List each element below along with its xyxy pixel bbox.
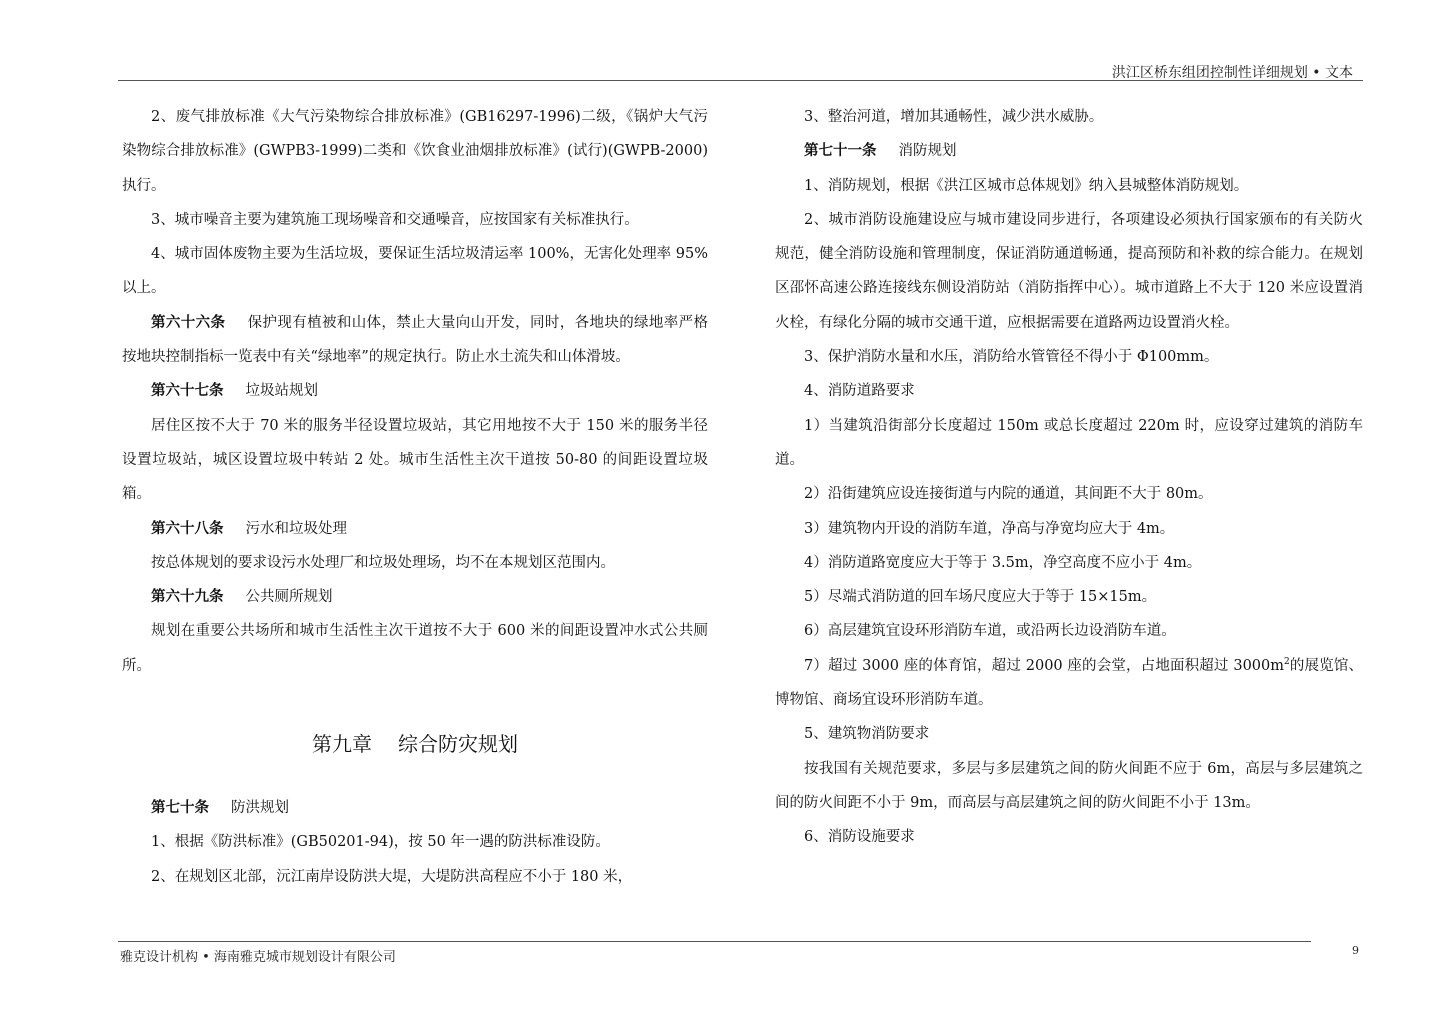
article-70-text: 防洪规划	[231, 800, 289, 817]
paragraph-garbage-stations: 居住区按不大于 70 米的服务半径设置垃圾站，其它用地按不大于 150 米的服务半径设置垃圾站，城区设置垃圾中转站 2 处。城市生活性主次干道按 50-80 的间距设置垃圾箱。	[122, 417, 708, 503]
chapter-number: 第九章	[312, 732, 372, 757]
article-70	[122, 791, 708, 825]
paragraph-river-regulation: 3、整治河道，增加其通畅性，减少洪水威胁。	[804, 109, 1104, 125]
superscript-squared: 2	[1284, 656, 1290, 667]
article-71-text: 消防规划	[898, 143, 957, 160]
paragraph-fire-road-heading: 4、消防道路要求	[804, 383, 915, 400]
fire-road-item-5: 5）尽端式消防道的回车场尺度应大于等于 15×15m。	[804, 589, 1157, 606]
right-column	[775, 100, 1363, 855]
fire-road-item-4: 4）消防道路宽度应大于等于 3.5m，净空高度不应小于 4m。	[804, 554, 1202, 571]
article-66-title: 第六十六条	[151, 313, 226, 331]
article-68-title: 第六十八条	[151, 519, 224, 537]
paragraph-flood-levee: 2、在规划区北部，沅江南岸设防洪大堤，大堤防洪高程应不小于 180 米，	[151, 868, 633, 885]
paragraph-building-fire-spacing: 按我国有关规范要求，多层与多层建筑之间的防火间距不应于 6m，高层与多层建筑之间的防火间距不小于 9m，而高层与高层建筑之间的防火间距不小于 13m。	[775, 760, 1363, 811]
fire-road-item-7-part-a: 7）超过 3000 座的体育馆，超过 2000 座的会堂，占地面积超过 3000m	[804, 657, 1284, 674]
fire-road-item-1: 1）当建筑沿街部分长度超过 150m 或总长度超过 220m 时，应设穿过建筑的消防车道。	[775, 417, 1363, 468]
paragraph-noise: 3、城市噪音主要为建筑施工现场噪音和交通噪音，应按国家有关标准执行。	[151, 211, 639, 228]
article-67	[122, 374, 708, 408]
paragraph-exhaust-standard: 2、废气排放标准《大气污染物综合排放标准》(GB16297-1996)二级，《锅炉大气污染物综合排放标准》(GWPB3-1999)二类和《饮食业油烟排放标准》(试行)(GWPB-2000)执行。	[122, 109, 708, 194]
document-header-title: 洪江区桥东组团控制性详细规划 • 文本	[1111, 65, 1353, 81]
paragraph-public-toilets: 规划在重要公共场所和城市生活性主次干道按不大于 600 米的间距设置冲水式公共厕所。	[122, 623, 708, 674]
paragraph-fire-equipment-heading: 6、消防设施要求	[804, 829, 915, 846]
paragraph-flood-standard: 1、根据《防洪标准》(GB50201-94)，按 50 年一遇的防洪标准设防。	[151, 834, 610, 851]
footer-organization: 雅克设计机构 • 海南雅克城市规划设计有限公司	[120, 950, 396, 965]
article-67-title: 第六十七条	[151, 382, 224, 400]
paragraph-fire-plan: 1、消防规划，根据《洪江区城市总体规划》纳入县城整体消防规划。	[804, 177, 1249, 194]
paragraph-fire-facilities: 2、城市消防设施建设应与城市建设同步进行，各项建设必须执行国家颁布的有关防火规范，健全消防设施和管理制度，保证消防通道畅通，提高预防和补救的综合能力。在规划区邵怀高速公路连接线东侧设消防站（消防指挥中心）。城市道路上不大于 120 米应设置消火栓，有绿化分隔的城市交通干道，应根据需要在道路两边设置消火栓。	[775, 211, 1363, 331]
article-69-text: 公共厕所规划	[245, 589, 333, 606]
article-70-title: 第七十条	[151, 799, 209, 817]
chapter-heading	[122, 727, 708, 761]
article-68-text: 污水和垃圾处理	[245, 520, 347, 537]
article-68	[122, 512, 708, 546]
article-71-title: 第七十一条	[804, 142, 877, 160]
fire-road-item-2: 2）沿街建筑应设连接街道与内院的通道，其间距不大于 80m。	[804, 486, 1213, 503]
fire-road-item-7	[775, 649, 1363, 718]
article-66	[122, 306, 708, 375]
article-66-text: 保护现有植被和山体，禁止大量向山开发，同时，各地块的绿地率严格按地块控制指标一览表中有关“绿地率”的规定执行。防止水土流失和山体滑坡。	[122, 314, 709, 366]
article-69	[122, 580, 708, 614]
fire-road-item-7-part-b: 的展览馆、博物馆、商场宜设环形消防车道。	[775, 657, 1363, 709]
footer-divider	[118, 941, 1311, 942]
paragraph-sewage: 按总体规划的要求设污水处理厂和垃圾处理场，均不在本规划区范围内。	[151, 554, 615, 571]
fire-road-item-3: 3）建筑物内开设的消防车道，净高与净宽均应大于 4m。	[804, 520, 1175, 537]
page-number: 9	[1352, 944, 1359, 957]
chapter-title: 综合防灾规划	[398, 732, 518, 757]
left-column	[122, 100, 708, 894]
paragraph-fire-water: 3、保护消防水量和水压，消防给水管管径不得小于 Φ100mm。	[804, 349, 1219, 366]
article-69-title: 第六十九条	[151, 588, 224, 606]
paragraph-solid-waste: 4、城市固体废物主要为生活垃圾，要保证生活垃圾清运率 100%，无害化处理率 95%以上。	[122, 246, 708, 297]
fire-road-item-6: 6）高层建筑宜设环形消防车道，或沿两长边设消防车道。	[804, 623, 1176, 640]
article-71	[775, 134, 1363, 168]
paragraph-building-fire-heading: 5、建筑物消防要求	[804, 726, 930, 743]
article-67-text: 垃圾站规划	[245, 383, 318, 400]
header-divider	[118, 80, 1363, 81]
